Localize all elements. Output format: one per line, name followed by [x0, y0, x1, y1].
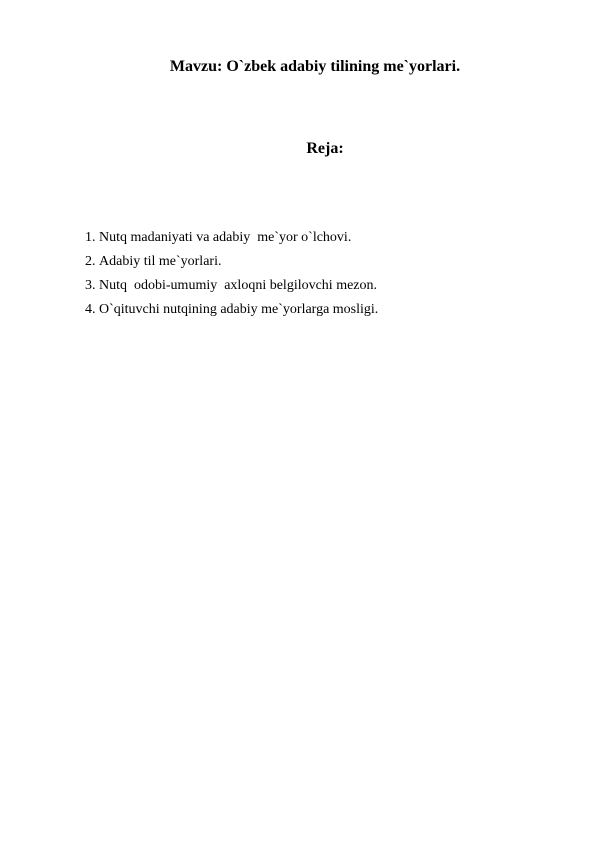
document-title: Mavzu: O`zbek adabiy tilining me`yorlari. — [169, 58, 461, 75]
plan-item — [85, 226, 378, 250]
plan-item — [85, 250, 378, 274]
plan-item-number: 1. — [85, 230, 96, 245]
plan-item-number: 4. — [85, 302, 96, 317]
document-title-row — [0, 57, 596, 77]
plan-item-text: Adabiy til me`yorlari. — [99, 254, 222, 269]
plan-item-text: Nutq odobi-umumiy axloqni belgilovchi mezon. — [99, 278, 378, 293]
plan-list — [85, 226, 378, 322]
plan-heading: Reja: — [306, 140, 344, 157]
plan-item-number: 3. — [85, 278, 96, 293]
plan-item — [85, 298, 378, 322]
plan-item-number: 2. — [85, 254, 96, 269]
plan-item-text: Nutq madaniyati va adabiy me`yor o`lchovi. — [99, 230, 352, 245]
plan-item-text: O`qituvchi nutqining adabiy me`yorlarga mosligi. — [99, 302, 379, 317]
plan-item — [85, 274, 378, 298]
plan-heading-row — [0, 139, 596, 159]
